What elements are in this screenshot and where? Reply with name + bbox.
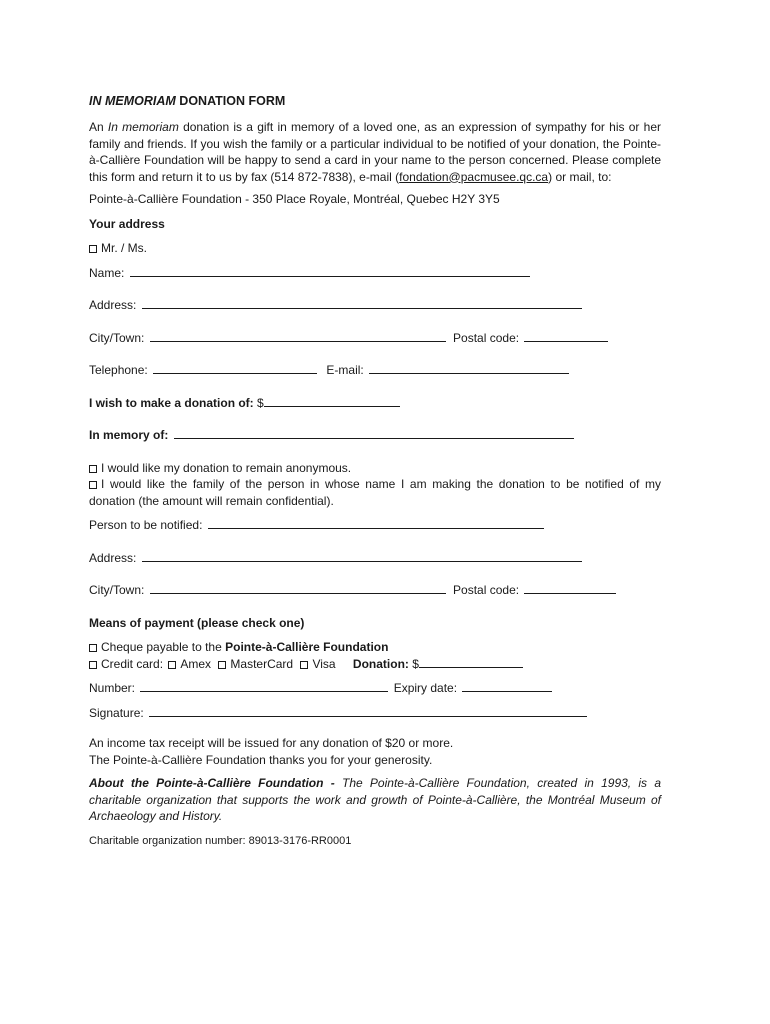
anonymous-row — [89, 460, 661, 477]
address-label: Address: — [89, 298, 137, 312]
credit-card-label: Credit card: — [101, 656, 164, 671]
donation2-currency: $ — [412, 656, 419, 671]
city-label: City/Town: — [89, 330, 145, 345]
mailing-address: Pointe-à-Callière Foundation - 350 Place Royale, Montréal, Quebec H2Y 3Y5 — [89, 192, 500, 206]
telephone-field[interactable] — [153, 362, 317, 374]
anonymous-checkbox[interactable] — [89, 465, 97, 473]
visa-checkbox[interactable] — [300, 661, 308, 669]
address2-row — [89, 550, 661, 567]
city-row — [89, 330, 661, 347]
visa-label: Visa — [312, 656, 336, 671]
about-paragraph — [89, 775, 661, 825]
notify-row — [89, 476, 661, 509]
in-memory-row — [89, 427, 661, 444]
city2-row — [89, 582, 661, 599]
mastercard-checkbox[interactable] — [218, 661, 226, 669]
in-memory-label: In memory of: — [89, 428, 169, 442]
postal-field[interactable] — [524, 330, 608, 342]
donation-currency: $ — [257, 395, 264, 410]
person-notified-label: Person to be notified: — [89, 518, 203, 532]
cheque-checkbox[interactable] — [89, 644, 97, 652]
credit-card-row — [89, 656, 661, 673]
donation-row — [89, 395, 661, 412]
about-heading: About the Pointe-à-Callière Foundation - — [89, 776, 335, 790]
intro-text-d: ) or mail, to: — [548, 169, 612, 184]
intro-paragraph — [89, 119, 661, 185]
amex-checkbox[interactable] — [168, 661, 176, 669]
expiry-label: Expiry date: — [393, 681, 458, 695]
name-field[interactable] — [130, 265, 530, 277]
intro-text-c: donation is a gift in memory of a loved one, as an expression of sympathy for his or her family and friends. If you wish the family or a particular individual to be notified of your donation, the Pointe-à-Callière Foundation will be happy to send a card in your name to the person concerned. Please complete this form and return it to us by fax (514 872-7838), e-mail ( — [89, 120, 661, 184]
donation2-amount-field[interactable] — [419, 656, 523, 668]
cheque-label: Cheque payable to the — [101, 640, 226, 654]
name-row — [89, 265, 661, 282]
address-row — [89, 297, 661, 314]
address2-field[interactable] — [142, 550, 582, 562]
donation-label: I wish to make a donation of: — [89, 395, 254, 410]
salutation-checkbox[interactable] — [89, 245, 97, 253]
salutation-row — [89, 240, 661, 257]
name-label: Name: — [89, 265, 125, 280]
city2-field[interactable] — [150, 582, 446, 594]
expiry-field[interactable] — [462, 680, 552, 692]
address2-label: Address: — [89, 550, 137, 565]
charity-number: Charitable organization number: 89013-3176-RR0001 — [89, 834, 352, 847]
person-notified-field[interactable] — [208, 517, 544, 529]
person-notified-row — [89, 517, 661, 534]
in-memory-field[interactable] — [174, 427, 574, 439]
postal-label: Postal code: — [453, 330, 520, 345]
donation2-label: Donation: — [352, 656, 409, 671]
thanks-note: The Pointe-à-Callière Foundation thanks you for your generosity. — [89, 752, 433, 767]
tax-receipt-note: An income tax receipt will be issued for any donation of $20 or more. — [89, 736, 454, 750]
donation-amount-field[interactable] — [264, 395, 400, 407]
address-field[interactable] — [142, 297, 582, 309]
email-field[interactable] — [369, 362, 569, 374]
number-label: Number: — [89, 681, 136, 695]
city-field[interactable] — [150, 330, 446, 342]
signature-field[interactable] — [149, 705, 587, 717]
mastercard-label: MasterCard — [230, 656, 294, 671]
donation-form — [89, 88, 661, 849]
about-text: The Pointe-à-Callière Foundation, created in 1993, is a charitable organization that supports the work and growth of Pointe-à-Callière, the Montréal Museum of Archaeology and History. — [89, 776, 661, 823]
telephone-label: Telephone: — [89, 363, 148, 377]
payment-heading: Means of payment (please check one) — [89, 615, 305, 630]
postal2-field[interactable] — [524, 582, 616, 594]
form-title-italic: IN MEMORIAM — [89, 94, 176, 108]
signature-row — [89, 705, 661, 722]
postal2-label: Postal code: — [453, 583, 520, 597]
email-label: E-mail: — [326, 363, 364, 377]
form-title-rest: DONATION FORM — [179, 94, 286, 108]
signature-label: Signature: — [89, 705, 144, 720]
intro-text-italic: In memoriam — [107, 120, 179, 134]
intro-text-a: An — [89, 120, 108, 134]
email-link[interactable]: fondation@pacmusee.qc.ca — [399, 169, 549, 184]
card-number-field[interactable] — [140, 680, 388, 692]
cheque-payee: Pointe-à-Callière Foundation — [225, 640, 389, 654]
anonymous-label: I would like my donation to remain anonymous. — [101, 460, 352, 475]
contact-row — [89, 362, 661, 379]
notify-checkbox[interactable] — [89, 481, 97, 489]
amex-label: Amex — [180, 656, 212, 671]
card-number-row — [89, 680, 661, 697]
your-address-heading: Your address — [89, 216, 165, 231]
form-title — [89, 94, 661, 108]
salutation-label: Mr. / Ms. — [101, 241, 147, 255]
cheque-row — [89, 639, 661, 656]
credit-card-checkbox[interactable] — [89, 661, 97, 669]
notify-label: I would like the family of the person in whose name I am making the donation to be notified of my donation (the amount will remain confidential). — [89, 477, 661, 508]
city2-label: City/Town: — [89, 583, 145, 597]
